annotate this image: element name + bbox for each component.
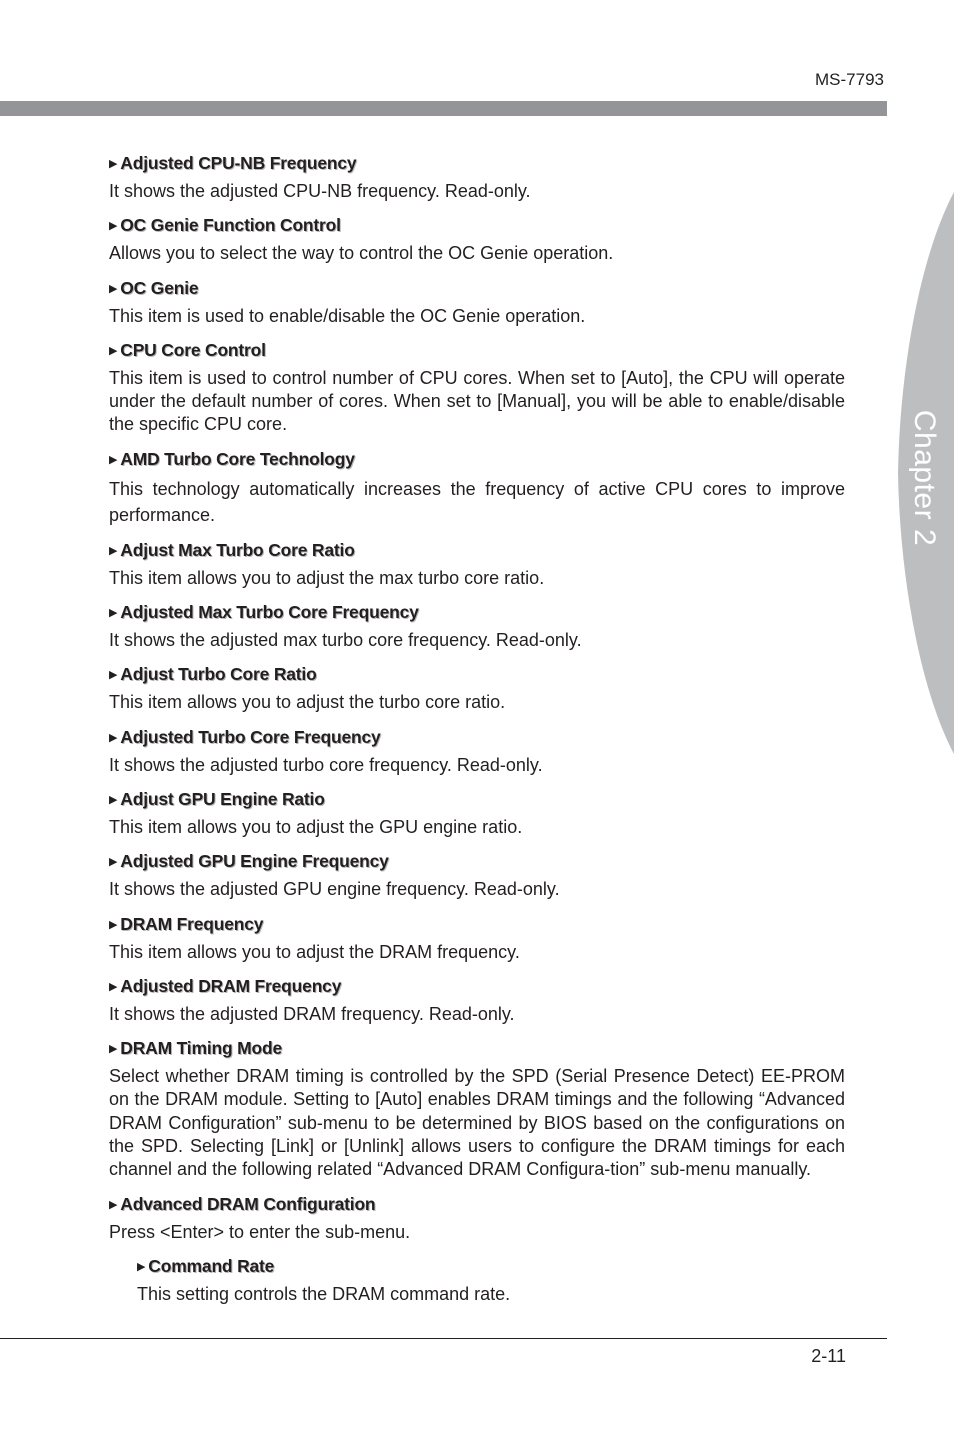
item-description: This item is used to control number of CPU cores. When set to [Auto], the CPU will operate under the default number of cores. When set to [Manual], you will be able to enable/disable the specific CPU core. xyxy=(109,367,845,435)
item-cpu-core-control xyxy=(109,338,845,437)
item-adjust-gpu-engine-ratio xyxy=(109,787,845,839)
item-title: Adjusted DRAM Frequency xyxy=(120,975,342,996)
item-adjusted-dram-frequency xyxy=(109,974,845,1026)
item-description: This item allows you to adjust the GPU engine ratio. xyxy=(109,816,523,837)
item-oc-genie-function-control xyxy=(109,213,845,265)
item-title: DRAM Frequency xyxy=(120,913,264,934)
triangle-right-icon: ▶ xyxy=(109,158,118,170)
triangle-right-icon: ▶ xyxy=(109,731,118,744)
triangle-right-icon: ▶ xyxy=(109,344,118,357)
triangle-right-icon: ▶ xyxy=(109,282,118,295)
item-adjusted-max-turbo-core-frequency xyxy=(109,600,845,652)
item-description: This technology automatically increases the frequency of active CPU cores to improve performance. xyxy=(109,478,845,525)
item-title: CPU Core Control xyxy=(120,339,266,360)
item-dram-timing-mode xyxy=(109,1036,845,1181)
item-amd-turbo-core-technology xyxy=(109,447,845,528)
item-command-rate xyxy=(137,1254,845,1306)
page-number: 2-11 xyxy=(811,1346,846,1366)
item-title: Adjusted Turbo Core Frequency xyxy=(120,726,381,747)
item-description: This item allows you to adjust the max turbo core ratio. xyxy=(109,567,545,588)
model-number: MS-7793 xyxy=(815,70,884,89)
item-title: AMD Turbo Core Technology xyxy=(120,448,355,469)
header-bar xyxy=(0,101,887,116)
item-description: It shows the adjusted DRAM frequency. Read-only. xyxy=(109,1003,515,1024)
item-title: Adjusted CPU-NB Frequency xyxy=(120,153,357,173)
item-dram-frequency xyxy=(109,912,845,964)
item-title: Advanced DRAM Configuration xyxy=(120,1193,376,1214)
item-description: It shows the adjusted GPU engine frequency. Read-only. xyxy=(109,879,560,900)
item-title: Adjust GPU Engine Ratio xyxy=(120,788,325,809)
item-title: Adjusted GPU Engine Frequency xyxy=(120,851,389,872)
item-adjusted-cpu-nb-frequency xyxy=(109,151,845,203)
triangle-right-icon: ▶ xyxy=(137,1260,146,1273)
triangle-right-icon: ▶ xyxy=(109,1043,118,1056)
item-description: Allows you to select the way to control the OC Genie operation. xyxy=(109,243,614,264)
item-title: DRAM Timing Mode xyxy=(120,1038,283,1059)
item-adjust-turbo-core-ratio xyxy=(109,662,845,714)
item-description: Select whether DRAM timing is controlled by the SPD (Serial Presence Detect) EE-PROM on the DRAM module. Setting to [Auto] enables DRAM timings and the following “Advanced DRAM Configuration” sub-menu to be determined by BIOS based on the configurations on the SPD. Selecting [Link] or [Unlink] allows users to configure the DRAM timings for each channel and the following related “Advanced DRAM Configura-tion” sub-menu manually. xyxy=(109,1066,845,1180)
triangle-right-icon: ▶ xyxy=(109,544,118,557)
item-description: This item allows you to adjust the DRAM frequency. xyxy=(109,941,520,962)
item-description: It shows the adjusted turbo core frequency. Read-only. xyxy=(109,754,543,775)
item-description: It shows the adjusted CPU-NB frequency. Read-only. xyxy=(109,181,531,201)
triangle-right-icon: ▶ xyxy=(109,793,118,806)
triangle-right-icon: ▶ xyxy=(109,453,118,466)
triangle-right-icon: ▶ xyxy=(109,669,118,682)
item-description: This item allows you to adjust the turbo core ratio. xyxy=(109,692,506,713)
triangle-right-icon: ▶ xyxy=(109,220,118,233)
chapter-label: Chapter 2 xyxy=(908,409,941,547)
triangle-right-icon: ▶ xyxy=(109,980,118,993)
item-title: OC Genie xyxy=(120,277,199,298)
footer-rule xyxy=(0,1338,887,1339)
triangle-right-icon: ▶ xyxy=(109,918,118,931)
document-body xyxy=(109,151,845,1316)
item-adjusted-gpu-engine-frequency xyxy=(109,849,845,901)
item-title: Command Rate xyxy=(148,1255,275,1276)
item-advanced-dram-configuration xyxy=(109,1192,845,1244)
item-oc-genie xyxy=(109,276,845,328)
item-description: This item is used to enable/disable the OC Genie operation. xyxy=(109,305,586,326)
item-adjusted-turbo-core-frequency xyxy=(109,725,845,777)
item-title: Adjust Turbo Core Ratio xyxy=(120,664,317,685)
item-adjust-max-turbo-core-ratio xyxy=(109,538,845,590)
triangle-right-icon: ▶ xyxy=(109,1198,118,1211)
item-title: Adjusted Max Turbo Core Frequency xyxy=(120,602,419,623)
item-description: Press <Enter> to enter the sub-menu. xyxy=(109,1221,411,1242)
item-description: It shows the adjusted max turbo core frequency. Read-only. xyxy=(109,630,582,651)
triangle-right-icon: ▶ xyxy=(109,856,118,869)
item-title: Adjust Max Turbo Core Ratio xyxy=(120,539,355,560)
triangle-right-icon: ▶ xyxy=(109,607,118,620)
item-description: This setting controls the DRAM command rate. xyxy=(137,1283,511,1304)
item-title: OC Genie Function Control xyxy=(120,215,341,236)
